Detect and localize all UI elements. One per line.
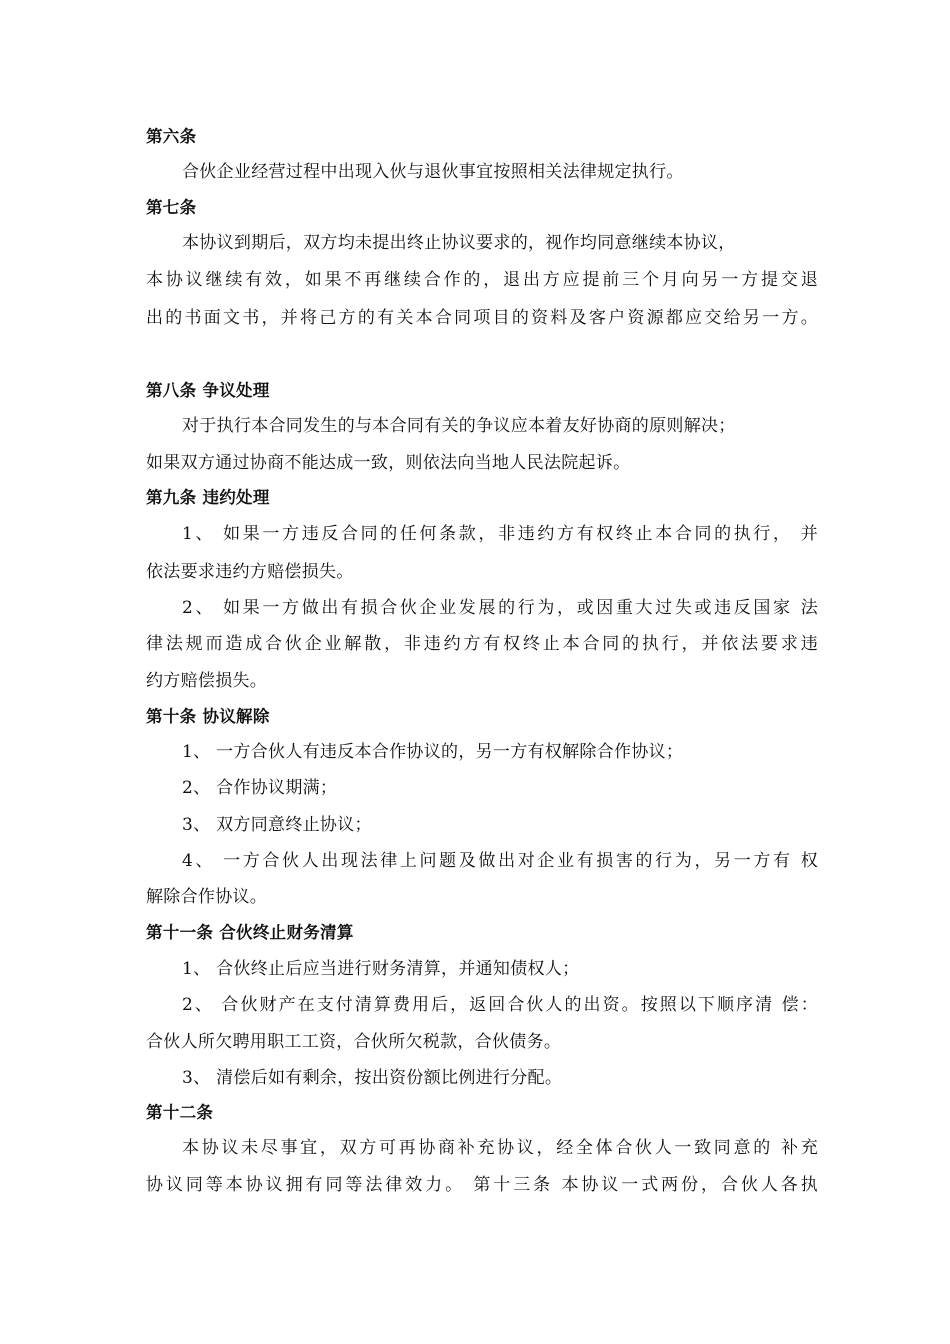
section-heading-10: 第十条 协议解除 [146,707,270,726]
paragraph-line: 律法规而造成合伙企业解散，非违约方有权终止本合同的执行，并依法要求违 [146,634,818,654]
paragraph-line: 合伙企业经营过程中出现入伙与退伙事宜按照相关法律规定执行。 [182,162,684,182]
list-item: 2、 合作协议期满； [182,778,338,798]
paragraph-line: 约方赔偿损失。 [146,671,268,691]
list-item: 1、 一方合伙人有违反本合作协议的，另一方有权解除合作协议； [182,742,684,762]
paragraph-line: 本协议到期后，双方均未提出终止协议要求的，视作均同意继续本协议， [182,233,736,253]
paragraph-line: 解除合作协议。 [146,887,268,907]
paragraph-line: 本协议继续有效，如果不再继续合作的，退出方应提前三个月向另一方提交退 [146,270,818,290]
section-heading-12: 第十二条 [146,1103,214,1122]
list-item: 3、 清偿后如有剩余，按出资份额比例进行分配。 [182,1068,563,1088]
list-item: 2、 合伙财产在支付清算费用后，返回合伙人的出资。按照以下顺序清 偿： [182,995,818,1015]
section-heading-8: 第八条 争议处理 [146,381,270,400]
section-heading-7: 第七条 [146,198,197,217]
paragraph-line: 如果双方通过协商不能达成一致，则依法向当地人民法院起诉。 [146,453,631,473]
paragraph-line: 依法要求违约方赔偿损失。 [146,562,354,582]
paragraph-line: 出的书面文书，并将己方的有关本合同项目的资料及客户资源都应交给另一方。 [146,308,818,328]
list-item: 2、 如果一方做出有损合伙企业发展的行为，或因重大过失或违反国家 法 [182,598,818,618]
section-heading-11: 第十一条 合伙终止财务清算 [146,923,354,942]
paragraph-line: 合伙人所欠聘用职工工资，合伙所欠税款，合伙债务。 [146,1032,562,1052]
list-item: 3、 双方同意终止协议； [182,815,372,835]
paragraph-line: 本协议未尽事宜，双方可再协商补充协议，经全体合伙人一致同意的 补充 [182,1138,818,1158]
paragraph-line: 对于执行本合同发生的与本合同有关的争议应本着友好协商的原则解决； [182,416,736,436]
paragraph-line: 协议同等本协议拥有同等法律效力。 第十三条 本协议一式两份，合伙人各执 [146,1175,818,1195]
section-heading-9: 第九条 违约处理 [146,488,270,507]
section-heading-6: 第六条 [146,127,197,146]
list-item: 4、 一方合伙人出现法律上问题及做出对企业有损害的行为，另一方有 权 [182,851,818,871]
list-item: 1、 合伙终止后应当进行财务清算，并通知债权人； [182,959,580,979]
list-item: 1、 如果一方违反合同的任何条款，非违约方有权终止本合同的执行， 并 [182,524,818,544]
